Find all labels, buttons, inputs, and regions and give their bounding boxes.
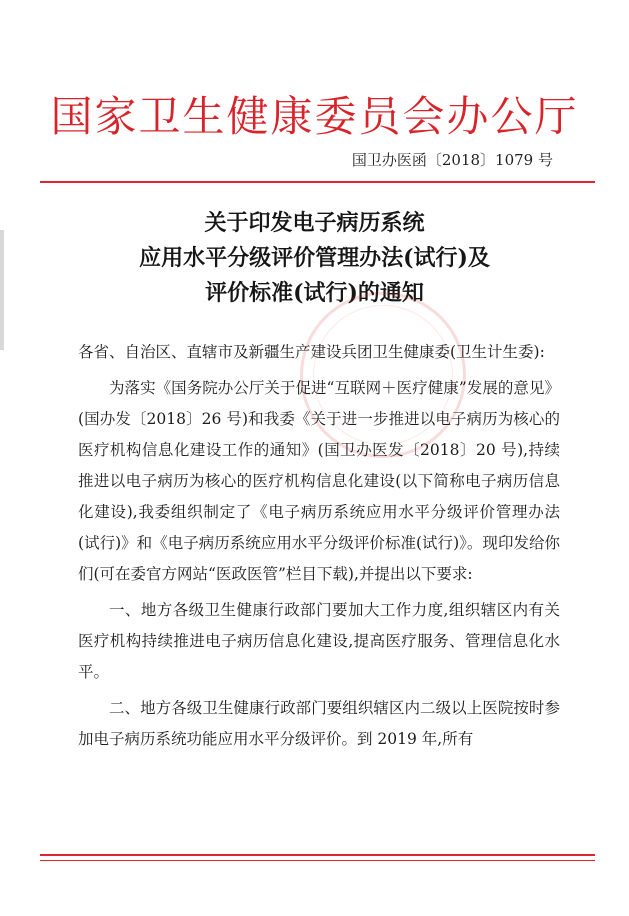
document-title (40, 206, 589, 311)
title-line-3: 评价标准(试行)的通知 (205, 280, 424, 306)
body-paragraph-2: 一、地方各级卫生健康行政部门要加大工作力度,组织辖区内有关医疗机构持续推进电子病历信息化建设,提高医疗服务、管理信息化水平。 (78, 601, 560, 681)
document-body (78, 337, 560, 760)
body-paragraph-3: 二、地方各级卫生健康行政部门要组织辖区内二级以上医院按时参加电子病历系统功能应用水平分级评价。到 2019 年,所有 (78, 699, 560, 748)
header-red-rule (40, 181, 595, 183)
title-line-1: 关于印发电子病历系统 (204, 210, 425, 236)
title-line-2: 应用水平分级评价管理办法(试行)及 (139, 245, 490, 271)
issuing-organization-header: 国家卫生健康委员会办公厅 (50, 92, 579, 141)
addressee-line: 各省、自治区、直辖市及新疆生产建设兵团卫生健康委(卫生计生委): (78, 343, 545, 361)
footer-red-rule-thin (40, 860, 595, 861)
footer-red-rule (40, 854, 595, 856)
scan-edge-shadow (0, 230, 4, 350)
document-number: 国卫办医函〔2018〕1079 号 (351, 151, 553, 169)
body-paragraph-1: 为落实《国务院办公厅关于促进“互联网＋医疗健康”发展的意见》(国办发〔2018〕26 号)和我委《关于进一步推进以电子病历为核心的医疗机构信息化建设工作的通知》(国卫办医发〔2018〕20 号),持续推进以电子病历为核心的医疗机构信息化建设(以下简称电子病历信息化建设),我委组织制定了《电子病历系统应用水平分级评价管理办法(试行)》和《电子病历系统应用水平分级评价标准(试行)》。现印发给你们(可在委官方网站“医政医管”栏目下载),并提出以下要求: (78, 379, 560, 583)
